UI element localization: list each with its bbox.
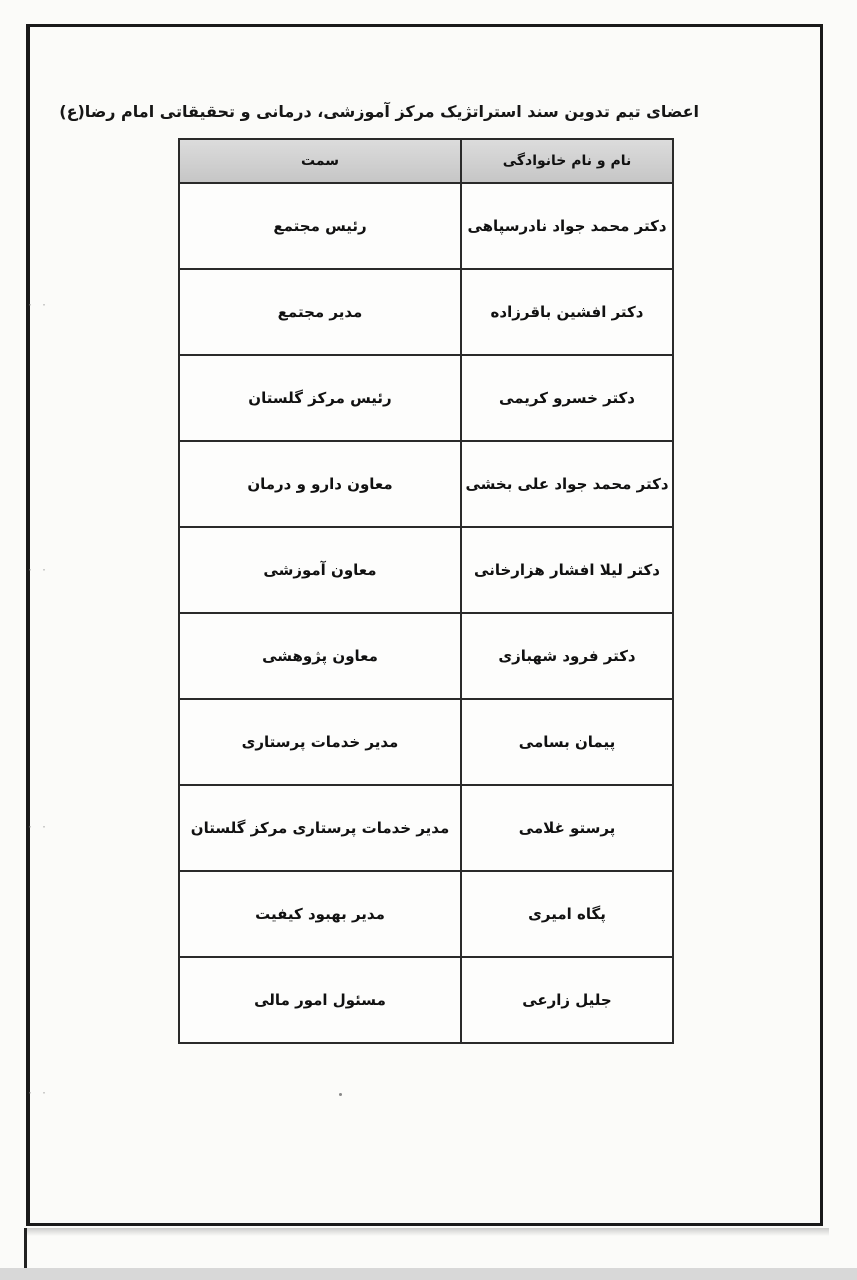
member-name-cell: دکتر افشین باقرزاده xyxy=(461,269,673,355)
member-role-cell: معاون دارو و درمان xyxy=(179,441,461,527)
scan-shadow xyxy=(24,1228,829,1236)
table-row xyxy=(179,527,673,613)
member-role-cell: رئیس مرکز گلستان xyxy=(179,355,461,441)
margin-scan-artifact: · · xyxy=(27,300,49,311)
table-row xyxy=(179,871,673,957)
column-header-name: نام و نام خانوادگی xyxy=(461,139,673,183)
member-name-cell: دکتر محمد جواد نادرسپاهی xyxy=(461,183,673,269)
member-name-cell: دکتر محمد جواد علی بخشی xyxy=(461,441,673,527)
table-row xyxy=(179,269,673,355)
scan-edge-line xyxy=(24,1228,27,1268)
table-row xyxy=(179,441,673,527)
member-role-cell: مدیر خدمات پرستاری xyxy=(179,699,461,785)
scan-speck xyxy=(339,1093,342,1096)
member-name-cell: دکتر خسرو کریمی xyxy=(461,355,673,441)
table-row xyxy=(179,699,673,785)
margin-scan-artifact: · · xyxy=(27,822,49,833)
table-row xyxy=(179,785,673,871)
member-role-cell: مدیر خدمات پرستاری مرکز گلستان xyxy=(179,785,461,871)
table-row xyxy=(179,183,673,269)
member-name-cell: جلیل زارعی xyxy=(461,957,673,1043)
member-role-cell: مسئول امور مالی xyxy=(179,957,461,1043)
member-name-cell: دکتر لیلا افشار هزارخانی xyxy=(461,527,673,613)
member-name-cell: پیمان بسامی xyxy=(461,699,673,785)
team-members-table xyxy=(178,138,674,1044)
table-header-row xyxy=(179,139,673,183)
table-row xyxy=(179,613,673,699)
margin-scan-artifact: · · xyxy=(27,565,49,576)
scan-bottom-edge xyxy=(0,1268,857,1280)
member-role-cell: معاون پژوهشی xyxy=(179,613,461,699)
table-row xyxy=(179,355,673,441)
column-header-role: سمت xyxy=(179,139,461,183)
member-name-cell: پگاه امیری xyxy=(461,871,673,957)
document-title: اعضای تیم تدوین سند استراتژیک مرکز آموزشی، درمانی و تحقیقاتی امام رضا(ع) xyxy=(59,102,699,121)
member-name-cell: دکتر فرود شهبازی xyxy=(461,613,673,699)
member-role-cell: رئیس مجتمع xyxy=(179,183,461,269)
margin-scan-artifact: · · xyxy=(27,1088,49,1099)
member-role-cell: مدیر مجتمع xyxy=(179,269,461,355)
member-role-cell: معاون آموزشی xyxy=(179,527,461,613)
member-role-cell: مدیر بهبود کیفیت xyxy=(179,871,461,957)
table-row xyxy=(179,957,673,1043)
member-name-cell: پرستو غلامی xyxy=(461,785,673,871)
